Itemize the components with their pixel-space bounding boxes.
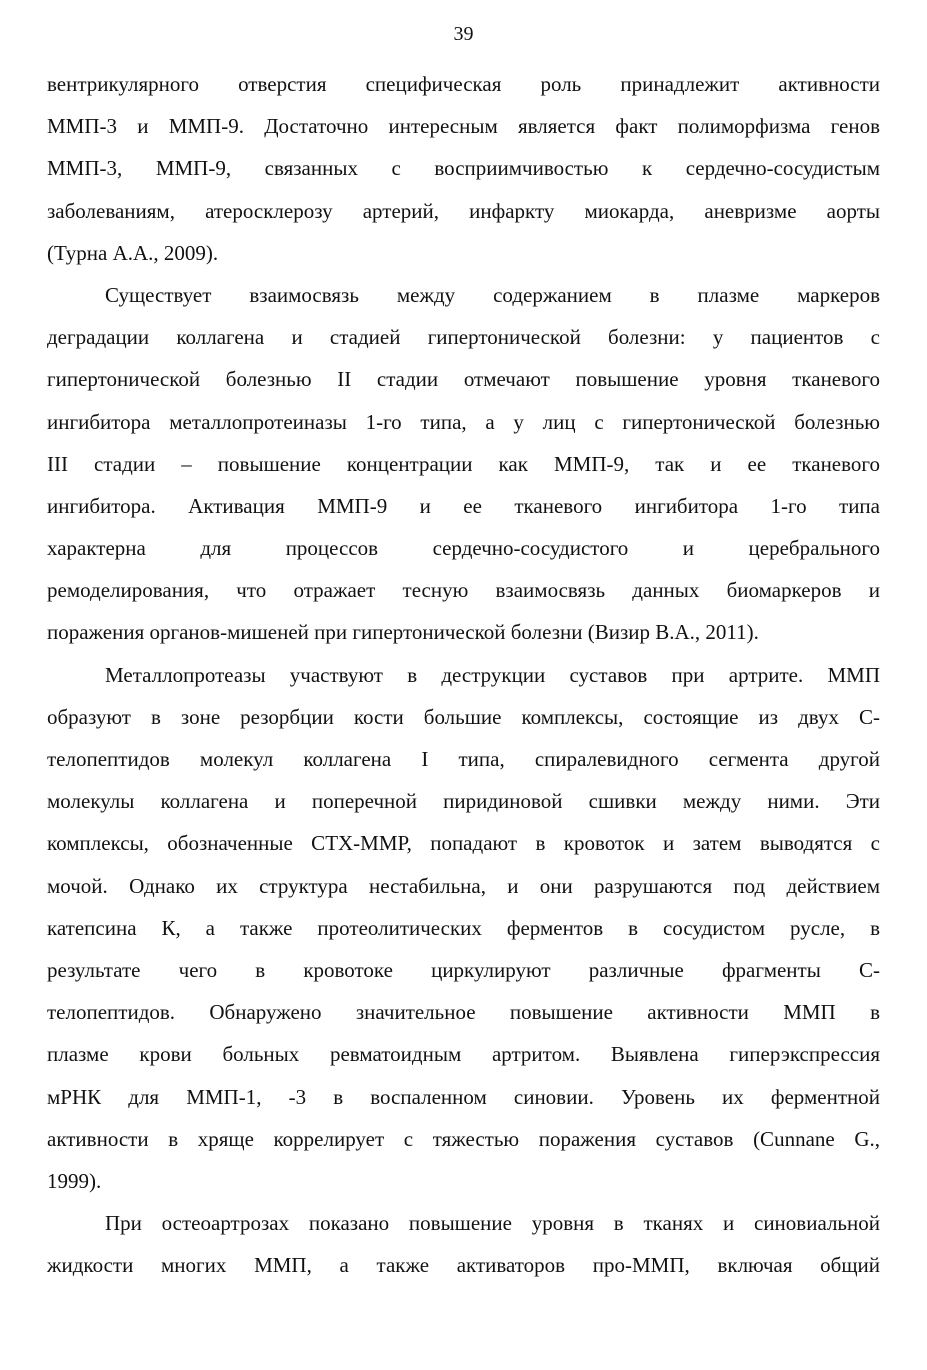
text-line: характерна для процессов сердечно-сосудистого и церебрального bbox=[47, 536, 880, 561]
text-line: деградации коллагена и стадией гипертонической болезни: у пациентов с bbox=[47, 325, 880, 350]
text-line: катепсина К, а также протеолитических ферментов в сосудистом русле, в bbox=[47, 915, 880, 940]
text-line: плазме крови больных ревматоидным артритом. Выявлена гиперэкспрессия bbox=[47, 1042, 880, 1067]
text-line: комплексы, обозначенные СТХ-ММР, попадают в кровоток и затем выводятся с bbox=[47, 831, 880, 856]
text-line: ММП-3, ММП-9, связанных с восприимчивостью к сердечно-сосудистым bbox=[47, 156, 880, 181]
text-line: ремоделирования, что отражает тесную взаимосвязь данных биомаркеров и bbox=[47, 578, 880, 603]
text-line: жидкости многих ММП, а также активаторов про-ММП, включая общий bbox=[47, 1253, 880, 1278]
text-line: поражения органов-мишеней при гипертонической болезни (Визир В.А., 2011). bbox=[47, 620, 759, 645]
text-line: III стадии – повышение концентрации как ММП-9, так и ее тканевого bbox=[47, 451, 880, 476]
text-line: телопептидов. Обнаружено значительное повышение активности ММП в bbox=[47, 1000, 880, 1025]
text-line: результате чего в кровотоке циркулируют различные фрагменты С- bbox=[47, 957, 880, 982]
text-line: 1999). bbox=[47, 1168, 102, 1193]
text-line: гипертонической болезнью II стадии отмечают повышение уровня тканевого bbox=[47, 367, 880, 392]
text-line: активности в хряще коррелирует с тяжестью поражения суставов (Cunnane G., bbox=[47, 1126, 880, 1151]
text-line: ингибитора металлопротеиназы 1-го типа, а у лиц с гипертонической болезнью bbox=[47, 409, 880, 434]
text-line: ММП-3 и ММП-9. Достаточно интересным является факт полиморфизма генов bbox=[47, 114, 880, 139]
text-line: вентрикулярного отверстия специфическая роль принадлежит активности bbox=[47, 72, 880, 96]
text-line: телопептидов молекул коллагена I типа, спиралевидного сегмента другой bbox=[47, 747, 880, 771]
text-line: молекулы коллагена и поперечной пиридиновой сшивки между ними. Эти bbox=[47, 789, 880, 814]
text-line: мочой. Однако их структура нестабильна, и они разрушаются под действием bbox=[47, 873, 880, 898]
text-line: (Турна А.А., 2009). bbox=[47, 240, 219, 265]
text-line: ингибитора. Активация ММП-9 и ее тканевого ингибитора 1-го типа bbox=[47, 493, 880, 518]
paragraph-first-line: Металлопротеазы участвуют в деструкции суставов при артрите. ММП bbox=[105, 662, 880, 687]
body-text bbox=[47, 63, 880, 1286]
text-line: образуют в зоне резорбции кости большие комплексы, состоящие из двух С- bbox=[47, 704, 880, 729]
text-line: мРНК для ММП-1, -3 в воспаленном синовии. Уровень их ферментной bbox=[47, 1084, 880, 1109]
text-line: заболеваниям, атеросклерозу артерий, инфаркту миокарда, аневризме аорты bbox=[47, 198, 880, 223]
page-number: 39 bbox=[453, 23, 474, 45]
paragraph-first-line: При остеоартрозах показано повышение уровня в тканях и синовиальной bbox=[105, 1211, 880, 1236]
paragraph-first-line: Существует взаимосвязь между содержанием в плазме маркеров bbox=[105, 282, 880, 307]
